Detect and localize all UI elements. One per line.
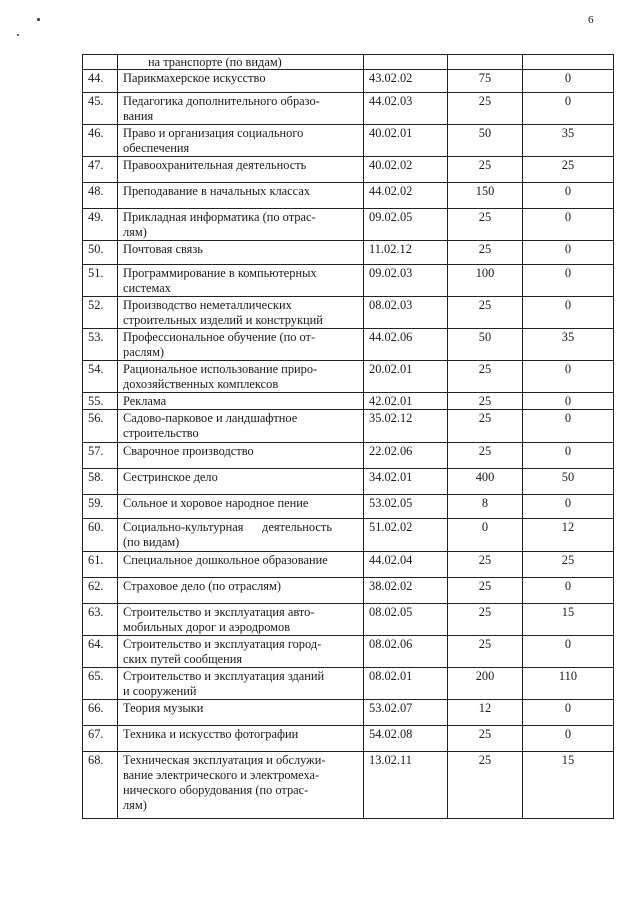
cell-count-a: 0 <box>448 519 523 552</box>
cell-count-b: 0 <box>523 265 614 297</box>
cell-count-a: 150 <box>448 183 523 209</box>
cell-name <box>118 668 364 700</box>
cell-name <box>118 469 364 495</box>
cell-num: 63. <box>83 604 118 636</box>
cell-num: 64. <box>83 636 118 668</box>
cell-name-line: Теория музыки <box>123 701 204 715</box>
cell-name <box>118 495 364 519</box>
cell-name-line: дохозяйственных комплексов <box>123 377 279 391</box>
cell-code: 08.02.06 <box>364 636 448 668</box>
cell-name <box>118 519 364 552</box>
cell-count-b: 0 <box>523 443 614 469</box>
cell-name-line: Техника и искусство фотографии <box>123 727 299 741</box>
cell-code: 43.02.02 <box>364 70 448 93</box>
cell-name-line: Страховое дело (по отраслям) <box>123 579 281 593</box>
cell-code: 08.02.03 <box>364 297 448 329</box>
table-row <box>83 578 614 604</box>
cell-name-line: Педагогика дополнительного образо- <box>123 94 320 108</box>
table-row <box>83 700 614 726</box>
cell-code: 51.02.02 <box>364 519 448 552</box>
table-row <box>83 393 614 410</box>
cell-count-a: 75 <box>448 70 523 93</box>
cell-count-a: 25 <box>448 726 523 752</box>
cell-count-b: 0 <box>523 361 614 393</box>
cell-num: 44. <box>83 70 118 93</box>
cell-name-line: Строительство и эксплуатация авто- <box>123 605 315 619</box>
cell-count-b: 0 <box>523 70 614 93</box>
cell-code: 11.02.12 <box>364 241 448 265</box>
cell-count-b <box>523 55 614 70</box>
cell-name <box>118 578 364 604</box>
cell-num: 59. <box>83 495 118 519</box>
cell-name-line: Правоохранительная деятельность <box>123 158 307 172</box>
cell-code: 44.02.04 <box>364 552 448 578</box>
table-row <box>83 241 614 265</box>
cell-num: 68. <box>83 752 118 819</box>
cell-count-a: 25 <box>448 636 523 668</box>
cell-name-line: Право и организация социального <box>123 126 304 140</box>
cell-num: 62. <box>83 578 118 604</box>
cell-code: 34.02.01 <box>364 469 448 495</box>
cell-count-a: 25 <box>448 297 523 329</box>
cell-count-b: 0 <box>523 700 614 726</box>
cell-code: 42.02.01 <box>364 393 448 410</box>
cell-count-b: 0 <box>523 636 614 668</box>
cell-count-b: 0 <box>523 726 614 752</box>
cell-count-a: 12 <box>448 700 523 726</box>
cell-count-b: 12 <box>523 519 614 552</box>
cell-code: 53.02.05 <box>364 495 448 519</box>
cell-code: 40.02.01 <box>364 125 448 157</box>
cell-name <box>118 700 364 726</box>
table-row <box>83 265 614 297</box>
cell-count-b: 0 <box>523 93 614 125</box>
cell-name: на транспорте (по видам) <box>118 55 364 70</box>
table-row <box>83 636 614 668</box>
cell-count-a <box>448 55 523 70</box>
cell-name <box>118 329 364 361</box>
cell-num: 66. <box>83 700 118 726</box>
cell-num: 65. <box>83 668 118 700</box>
table-row <box>83 329 614 361</box>
cell-code: 44.02.02 <box>364 183 448 209</box>
cell-code: 08.02.01 <box>364 668 448 700</box>
cell-num: 57. <box>83 443 118 469</box>
cell-name <box>118 297 364 329</box>
cell-num: 52. <box>83 297 118 329</box>
cell-count-b: 0 <box>523 241 614 265</box>
cell-name-line: Строительство и эксплуатация город- <box>123 637 322 651</box>
scan-speck <box>37 18 40 21</box>
cell-name-line: и сооружений <box>123 684 197 698</box>
page-number: 6 <box>588 14 594 26</box>
cell-name-line: Специальное дошкольное образование <box>123 553 328 567</box>
cell-count-b: 0 <box>523 183 614 209</box>
table-body <box>83 55 614 819</box>
cell-name <box>118 410 364 443</box>
cell-name-line: нического оборудования (по отрас- <box>123 783 309 797</box>
table-row <box>83 726 614 752</box>
cell-code: 08.02.05 <box>364 604 448 636</box>
cell-num: 60. <box>83 519 118 552</box>
table-row <box>83 70 614 93</box>
cell-name-line: Прикладная информатика (по отрас- <box>123 210 316 224</box>
cell-count-a: 25 <box>448 552 523 578</box>
cell-name-line: строительных изделий и конструкций <box>123 313 323 327</box>
cell-name <box>118 125 364 157</box>
table-row <box>83 183 614 209</box>
cell-count-b: 0 <box>523 297 614 329</box>
cell-count-a: 100 <box>448 265 523 297</box>
cell-name-line: обеспечения <box>123 141 190 155</box>
cell-num: 51. <box>83 265 118 297</box>
cell-count-a: 25 <box>448 241 523 265</box>
cell-name <box>118 157 364 183</box>
cell-name <box>118 209 364 241</box>
cell-count-a: 25 <box>448 578 523 604</box>
cell-count-b: 0 <box>523 410 614 443</box>
cell-num: 54. <box>83 361 118 393</box>
cell-name-line: вания <box>123 109 154 123</box>
cell-name <box>118 183 364 209</box>
table-row <box>83 443 614 469</box>
cell-name-line: Сольное и хоровое народное пение <box>123 496 309 510</box>
cell-num: 50. <box>83 241 118 265</box>
cell-num: 48. <box>83 183 118 209</box>
cell-name-line: Преподавание в начальных классах <box>123 184 311 198</box>
table-row <box>83 604 614 636</box>
cell-code: 20.02.01 <box>364 361 448 393</box>
cell-code: 22.02.06 <box>364 443 448 469</box>
cell-name-line: Строительство и эксплуатация зданий <box>123 669 325 683</box>
cell-num: 56. <box>83 410 118 443</box>
cell-code: 44.02.06 <box>364 329 448 361</box>
table-row <box>83 361 614 393</box>
cell-num: 45. <box>83 93 118 125</box>
cell-count-a: 25 <box>448 410 523 443</box>
cell-code: 40.02.02 <box>364 157 448 183</box>
cell-num: 49. <box>83 209 118 241</box>
specialties-table <box>82 54 614 819</box>
cell-code: 13.02.11 <box>364 752 448 819</box>
cell-num: 67. <box>83 726 118 752</box>
table-row <box>83 209 614 241</box>
table-row <box>83 552 614 578</box>
cell-name <box>118 241 364 265</box>
cell-name-line: вание электрического и электромеха- <box>123 768 320 782</box>
cell-code: 53.02.07 <box>364 700 448 726</box>
cell-code <box>364 55 448 70</box>
cell-count-a: 25 <box>448 752 523 819</box>
table-row <box>83 157 614 183</box>
cell-name-line: Реклама <box>123 394 167 408</box>
cell-name <box>118 443 364 469</box>
cell-count-b: 15 <box>523 752 614 819</box>
cell-code: 09.02.03 <box>364 265 448 297</box>
cell-code: 35.02.12 <box>364 410 448 443</box>
cell-name <box>118 752 364 819</box>
cell-num: 47. <box>83 157 118 183</box>
cell-count-a: 25 <box>448 393 523 410</box>
cell-name-line: ских путей сообщения <box>123 652 243 666</box>
table-row <box>83 668 614 700</box>
cell-code: 38.02.02 <box>364 578 448 604</box>
cell-count-b: 35 <box>523 329 614 361</box>
cell-name <box>118 361 364 393</box>
cell-name <box>118 93 364 125</box>
cell-name-line: Сестринское дело <box>123 470 218 484</box>
cell-name-line: раслям) <box>123 345 165 359</box>
cell-code: 09.02.05 <box>364 209 448 241</box>
cell-name <box>118 70 364 93</box>
cell-name <box>118 726 364 752</box>
cell-name-line: Программирование в компьютерных <box>123 266 317 280</box>
cell-name <box>118 552 364 578</box>
cell-name-line: Производство неметаллических <box>123 298 292 312</box>
cell-code: 44.02.03 <box>364 93 448 125</box>
table-row <box>83 93 614 125</box>
cell-name-line: Рациональное использование приро- <box>123 362 318 376</box>
cell-name-line: строительство <box>123 426 199 440</box>
cell-count-b: 35 <box>523 125 614 157</box>
cell-count-b: 110 <box>523 668 614 700</box>
cell-count-b: 0 <box>523 209 614 241</box>
table-row <box>83 495 614 519</box>
table-row <box>83 752 614 819</box>
cell-num: 53. <box>83 329 118 361</box>
cell-name-line: мобильных дорог и аэродромов <box>123 620 291 634</box>
cell-count-b: 50 <box>523 469 614 495</box>
cell-count-a: 25 <box>448 209 523 241</box>
cell-name <box>118 265 364 297</box>
cell-num: 55. <box>83 393 118 410</box>
cell-count-b: 25 <box>523 552 614 578</box>
cell-num <box>83 55 118 70</box>
cell-code: 54.02.08 <box>364 726 448 752</box>
cell-name-line: Социально-культурная деятельность <box>123 520 332 534</box>
cell-num: 46. <box>83 125 118 157</box>
cell-count-a: 50 <box>448 125 523 157</box>
table-row <box>83 519 614 552</box>
table-row <box>83 469 614 495</box>
cell-name-line: Сварочное производство <box>123 444 254 458</box>
cell-name-line: системах <box>123 281 171 295</box>
cell-count-a: 8 <box>448 495 523 519</box>
cell-name-line: Парикмахерское искусство <box>123 71 266 85</box>
table-row <box>83 297 614 329</box>
cell-name-line: Почтовая связь <box>123 242 203 256</box>
table-row <box>83 410 614 443</box>
cell-name <box>118 393 364 410</box>
cell-count-b: 0 <box>523 495 614 519</box>
cell-name-line: Профессиональное обучение (по от- <box>123 330 316 344</box>
cell-name-line: лям) <box>123 225 147 239</box>
cell-name <box>118 604 364 636</box>
cell-count-a: 400 <box>448 469 523 495</box>
table-row-continuation <box>83 55 614 70</box>
cell-name <box>118 636 364 668</box>
cell-name-line: Техническая эксплуатация и обслужи- <box>123 753 326 767</box>
cell-name-line: Садово-парковое и ландшафтное <box>123 411 298 425</box>
cell-count-a: 25 <box>448 93 523 125</box>
cell-count-b: 15 <box>523 604 614 636</box>
cell-count-b: 25 <box>523 157 614 183</box>
cell-num: 61. <box>83 552 118 578</box>
cell-count-b: 0 <box>523 393 614 410</box>
cell-name-line: лям) <box>123 798 147 812</box>
cell-count-a: 25 <box>448 604 523 636</box>
cell-num: 58. <box>83 469 118 495</box>
cell-count-a: 25 <box>448 157 523 183</box>
scan-speck <box>17 34 19 36</box>
cell-count-a: 25 <box>448 443 523 469</box>
cell-count-a: 50 <box>448 329 523 361</box>
cell-count-a: 25 <box>448 361 523 393</box>
cell-count-b: 0 <box>523 578 614 604</box>
cell-count-a: 200 <box>448 668 523 700</box>
cell-name-line: (по видам) <box>123 535 180 549</box>
table-row <box>83 125 614 157</box>
